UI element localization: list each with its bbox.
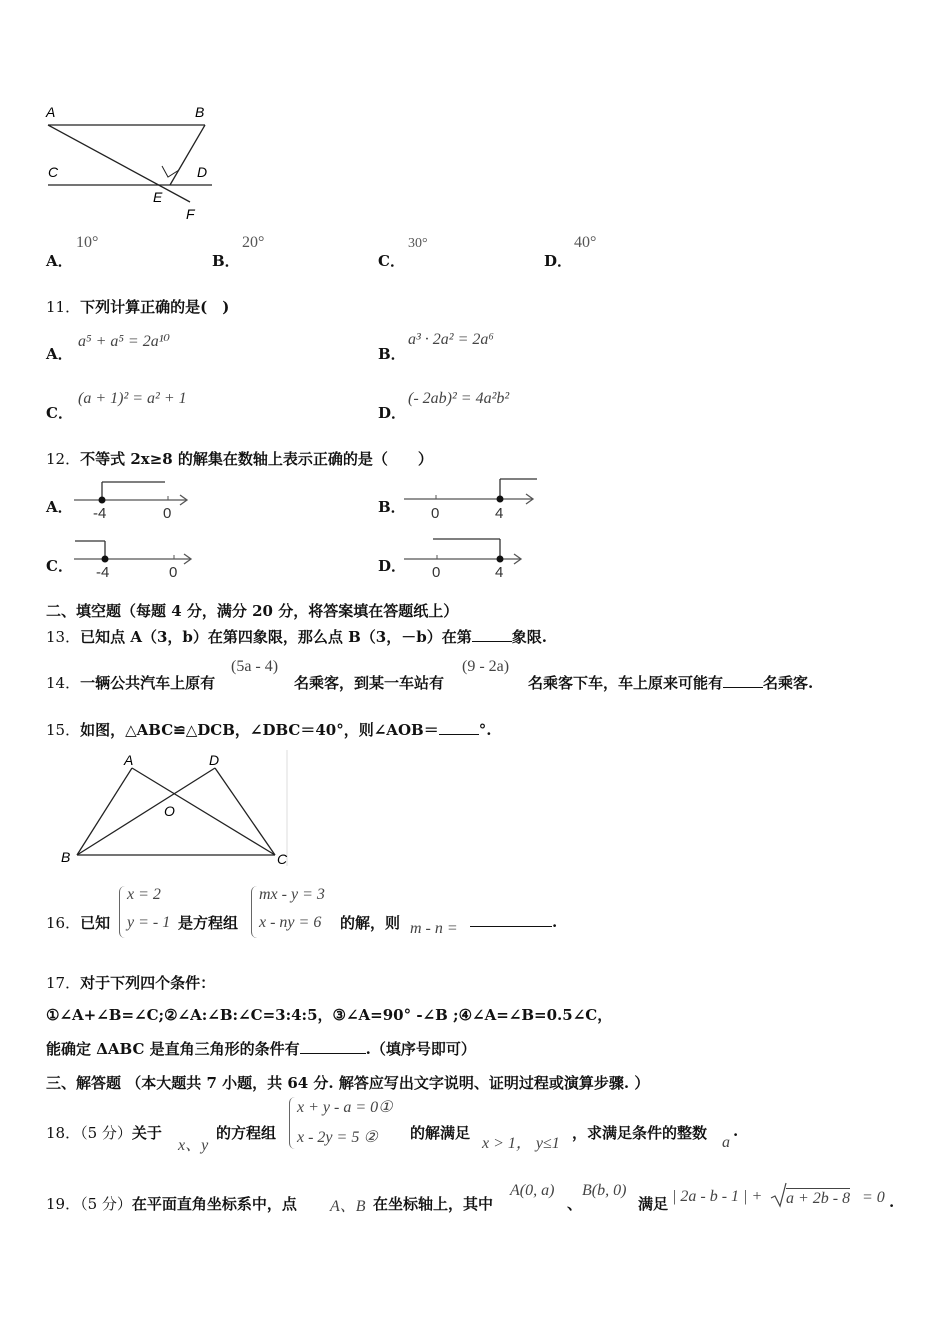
tick-label: 4 [495, 564, 504, 581]
answer-blank[interactable] [723, 673, 763, 688]
question-text-end: . [552, 913, 558, 931]
q19-tail: = 0 [862, 1189, 885, 1206]
q16-tail [470, 912, 557, 931]
q18-text-4: ，求满足条件的整数 [572, 1124, 708, 1142]
q18-vars: x、y [178, 1137, 209, 1154]
question-text: 不等式 2x≥8 的解集在数轴上表示正确的是（ ） [80, 450, 433, 468]
q16-text-2: 是方程组 [178, 914, 239, 932]
q19-text-3: 满足 [638, 1195, 669, 1213]
q17-ask [46, 1038, 476, 1059]
q19-abs-expr: | 2a - b - 1 | + [672, 1188, 763, 1205]
q19-end: . [889, 1193, 895, 1211]
question-number: 12． [46, 450, 81, 468]
q19-root-expr: a + 2b - 8 [786, 1190, 851, 1207]
question-text: 下列计算正确的是( ) [80, 298, 230, 316]
q16-system-2-eq-1: mx - y = 3 [259, 886, 325, 903]
label-e: E [153, 189, 163, 205]
q17-conditions: ①∠A+∠B=∠C;②∠A:∠B:∠C=3:4:5，③∠A=90° -∠B ;④∠A=∠B=0.5∠C， [46, 1006, 613, 1024]
question-number: 17． [46, 974, 81, 992]
q18-text-3: 的解满足 [410, 1124, 471, 1142]
q10-option-d-value: 40° [574, 234, 597, 251]
question-14 [46, 672, 215, 693]
question-number: 15． [46, 721, 81, 739]
q14-expr-2: (9 - 2a) [462, 658, 510, 675]
label-a: A [46, 104, 56, 120]
q10-option-a-letter: A． [46, 252, 73, 270]
question-text: 能确定 ΔABC 是直角三角形的条件有 [46, 1040, 300, 1058]
question-19 [46, 1193, 297, 1214]
label-b: B [61, 849, 71, 865]
q11-option-b-letter: B． [378, 345, 406, 363]
question-number: 18． [46, 1124, 81, 1142]
question-number: 14． [46, 674, 81, 692]
q18-eq-2: x - 2y = 5 ② [297, 1129, 378, 1146]
answer-blank[interactable] [439, 720, 479, 735]
question-text: 一辆公共汽车上原有 [80, 674, 216, 692]
q12-option-d-letter: D． [378, 557, 407, 575]
q16-text-3: 的解，则 [340, 914, 401, 932]
question-12 [46, 448, 433, 469]
question-text-end: 象限. [511, 628, 547, 646]
tick-label: 0 [163, 505, 172, 522]
left-brace [251, 886, 258, 938]
q10-option-b-value: 20° [242, 234, 265, 251]
q11-option-b-expr: a³ · 2a² = 2a⁶ [408, 331, 494, 348]
q16-expr: m - n = [410, 920, 458, 937]
label-a: A [124, 752, 134, 768]
label-d: D [197, 164, 208, 180]
q11-option-a-letter: A． [46, 345, 73, 363]
question-number: 16． [46, 914, 81, 932]
q19-points: A、B [330, 1198, 366, 1215]
section-3-heading: 三、解答题 （本大题共 7 小题，共 64 分. 解答应写出文字说明、证明过程或演算步骤. ） [46, 1074, 650, 1092]
tick-label: 0 [431, 505, 440, 522]
q12-option-a-letter: A． [46, 498, 73, 516]
label-d: D [209, 752, 220, 768]
tick-label: 0 [432, 564, 441, 581]
label-f: F [186, 206, 195, 222]
q18-eq-1: x + y - a = 0① [297, 1099, 393, 1116]
label-c: C [48, 164, 59, 180]
q18-text-2: 的方程组 [216, 1124, 277, 1142]
question-text: 已知点 A（3，b）在第四象限，那么点 B（3，－b）在第 [80, 628, 472, 646]
q18-condition: x > 1， y≤1 [482, 1135, 560, 1152]
q14-expr-1: (5a - 4) [231, 658, 279, 675]
question-score: （5 分） [80, 1195, 132, 1213]
q18-end: . [733, 1122, 739, 1140]
q10-option-a-value: 10° [76, 234, 99, 251]
answer-blank[interactable] [472, 627, 512, 642]
q11-option-d-letter: D． [378, 404, 407, 422]
q10-option-c-letter: C． [378, 252, 405, 270]
q12-option-d-number-line [400, 534, 530, 581]
q19-separator: 、 [567, 1195, 583, 1213]
q11-option-c-expr: (a + 1)² = a² + 1 [78, 390, 187, 407]
question-text-end: .（填序号即可） [365, 1040, 476, 1058]
question-score: （5 分） [80, 1124, 132, 1142]
line-ae [48, 125, 190, 202]
question-text: 已知 [80, 914, 111, 932]
answer-blank[interactable] [470, 912, 552, 927]
tick-label: 4 [495, 505, 504, 522]
question-16 [46, 912, 110, 933]
question-number: 11． [46, 298, 81, 316]
tick-label: 0 [169, 564, 178, 581]
q11-option-d-expr: (- 2ab)² = 4a²b² [408, 390, 510, 407]
question-text-end: 名乘客. [763, 674, 814, 692]
question-18 [46, 1122, 162, 1143]
q12-option-c-number-line [70, 536, 200, 581]
question-text: 对于下列四个条件： [80, 974, 216, 992]
section-2-heading: 二、填空题（每题 4 分，满分 20 分，将答案填在答题纸上） [46, 602, 459, 620]
question-11 [46, 296, 229, 317]
q12-option-a-number-line [70, 478, 195, 523]
q18-var-a: a [722, 1134, 730, 1151]
q14-text-3 [528, 672, 813, 693]
q10-option-b-letter: B． [212, 252, 240, 270]
q14-text-2: 名乘客，到某一车站有 [294, 674, 445, 692]
q10-option-d-letter: D． [544, 252, 573, 270]
q19-point-b: B(b, 0) [582, 1182, 627, 1199]
left-brace [289, 1097, 296, 1149]
q16-system-2-eq-2: x - ny = 6 [259, 914, 322, 931]
question-text: 关于 [131, 1124, 162, 1142]
q11-option-c-letter: C． [46, 404, 73, 422]
label-o: O [164, 803, 175, 819]
q10-option-c-value: 30° [408, 236, 428, 251]
label-c: C [277, 851, 288, 867]
answer-blank[interactable] [300, 1039, 366, 1054]
question-number: 19． [46, 1195, 81, 1213]
q11-option-a-expr: a⁵ + a⁵ = 2a¹⁰ [78, 333, 170, 350]
question-17 [46, 972, 215, 993]
congruent-triangles-figure [55, 748, 295, 873]
tick-label: -4 [96, 564, 110, 581]
tick-label: -4 [93, 505, 107, 522]
q19-point-a: A(0, a) [510, 1182, 555, 1199]
left-brace [119, 886, 126, 938]
q16-system-1-eq-2: y = - 1 [127, 914, 171, 931]
question-text: 名乘客下车，车上原来可能有 [528, 674, 724, 692]
q12-option-c-letter: C． [46, 557, 73, 575]
q12-option-b-number-line [400, 476, 545, 523]
right-angle-mark [162, 166, 179, 177]
question-number: 13． [46, 628, 81, 646]
question-13 [46, 626, 547, 647]
question-15 [46, 719, 491, 740]
q12-option-b-letter: B． [378, 498, 406, 516]
question-text: 在平面直角坐标系中，点 [131, 1195, 297, 1213]
label-b: B [195, 104, 205, 120]
question-text: 如图，△ABC≌△DCB，∠DBC＝40°，则∠AOB＝ [80, 721, 439, 739]
q19-text-2: 在坐标轴上，其中 [373, 1195, 494, 1213]
q16-system-1-eq-1: x = 2 [127, 886, 161, 903]
parallel-lines-figure [40, 100, 220, 225]
question-text-end: °. [478, 721, 492, 739]
